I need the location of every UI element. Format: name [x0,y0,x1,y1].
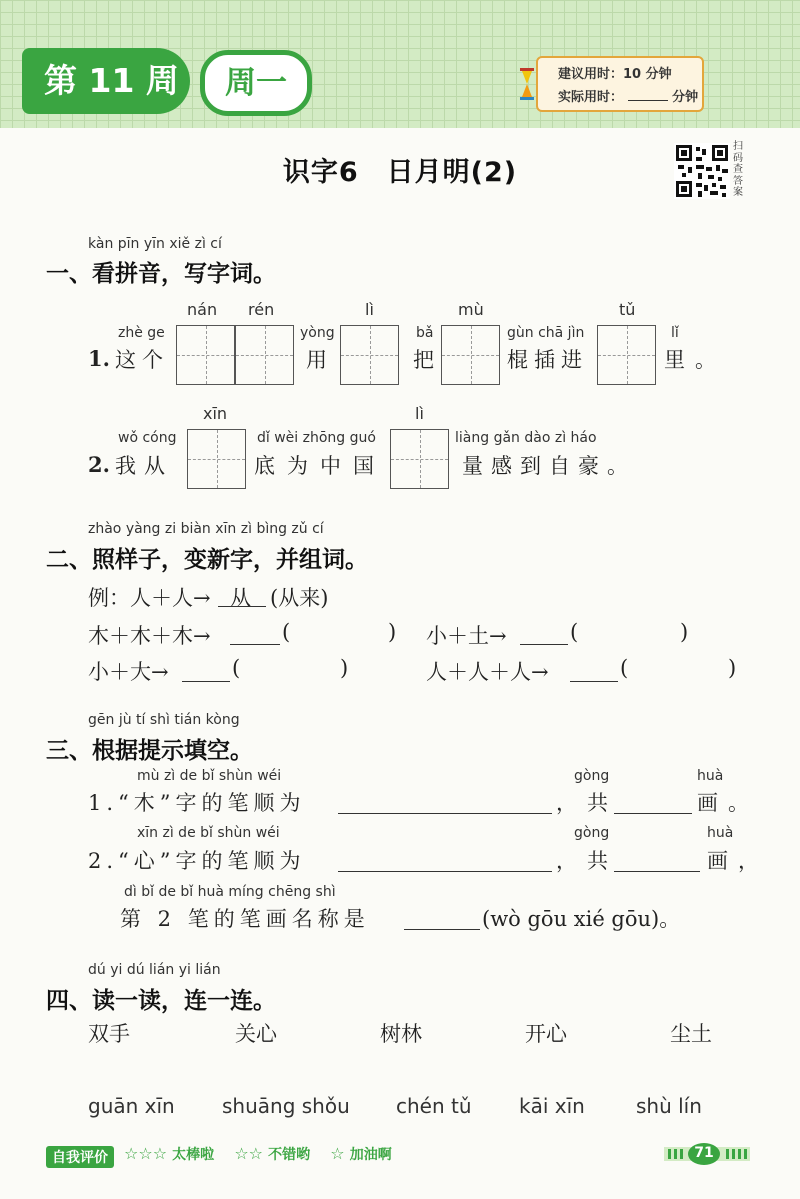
answer-blank[interactable] [404,929,480,930]
page-number-box [664,1143,750,1165]
q2-text-c: 量感到自豪。 [462,454,636,478]
s3-q2-text: 2.“心”字的笔顺为 [88,849,306,873]
eval-cheer: 加油啊 [349,1147,392,1163]
q1-pinyin-e: lǐ [671,325,679,341]
s3-heading: 三、根据提示填空。 [46,738,253,764]
self-eval-badge: 自我评价 [46,1146,114,1168]
q1-box3-pinyin: lì [365,300,374,319]
pinyin-item[interactable]: guān xīn [88,1094,175,1118]
answer-blank[interactable] [520,644,568,645]
paren-close: ) [680,620,689,644]
answer-blank[interactable] [338,813,552,814]
s3-q1-text: 1.“木”字的笔顺为 [88,791,306,815]
day-label: 周一 [200,50,312,116]
s3-q1-pinyin-hua: huà [697,768,724,784]
s2-item-4: 人＋人＋人→ [426,660,549,684]
q2-pinyin-a: wǒ cóng [118,430,177,446]
s2-example-answer: 从 [230,586,251,610]
writing-box[interactable] [176,325,235,385]
q2-box1-pinyin: xīn [203,404,228,423]
s2-item-1: 木＋木＋木→ [88,624,211,648]
q2-number: 2. [88,452,110,477]
q1-pinyin-d: gùn chā jìn [507,325,585,341]
eval-good: 不错哟 [268,1147,311,1163]
q1-box5-pinyin: tǔ [619,300,636,319]
s2-heading: 二、照样子，变新字，并组词。 [46,547,368,573]
q1-pinyin-c: bǎ [416,325,434,341]
s1-heading: 一、看拼音，写字词。 [46,261,276,287]
s3-q2-pinyin-gong: gòng [574,825,610,841]
s2-item-2: 小＋土→ [426,624,507,648]
q1-text-e: 里。 [664,348,726,372]
s1-pinyin: kàn pīn yīn xiě zì cí [88,236,222,252]
eval-great: 太棒啦 [172,1147,215,1163]
q1-text-d: 棍插进 [507,348,588,372]
s3-q2-tail: (wò gōu xié gōu)。 [482,907,681,931]
paren-open: ( [620,656,629,680]
writing-box[interactable] [340,325,399,385]
writing-box[interactable] [235,325,294,385]
s3-q2-pinyin: xīn zì de bǐ shùn wéi [137,825,280,841]
page-number: 71 [694,1145,714,1161]
word-item[interactable]: 关心 [235,1022,277,1046]
q1-pinyin-a: zhè ge [118,325,165,341]
hourglass-icon [518,68,536,102]
s3-q2-hua: 画， [707,849,769,873]
answer-blank[interactable] [230,644,280,645]
s3-q1-pinyin: mù zì de bǐ shùn wéi [137,768,282,784]
pinyin-item[interactable]: shù lín [636,1094,702,1118]
paren-open: ( [232,656,241,680]
q2-pinyin-c: liàng gǎn dào zì háo [455,430,597,446]
actual-time-blank[interactable] [628,100,668,101]
q1-text-b: 用 [306,348,327,372]
pinyin-item[interactable]: kāi xīn [519,1094,585,1118]
s3-q1-gong: ，共 [556,791,618,815]
lesson-title: 识字6 日月明(2) [282,157,518,188]
q1-box2-pinyin: rén [248,300,275,319]
q1-box4-pinyin: mù [458,300,484,319]
pinyin-item[interactable]: shuāng shǒu [222,1094,350,1118]
paren-close: ) [728,656,737,680]
s3-q2-gong: ，共 [556,849,618,873]
word-item[interactable]: 双手 [88,1022,130,1046]
word-item[interactable]: 开心 [525,1022,567,1046]
suggested-time: 建议用时：10 分钟 [558,67,672,82]
s3-q1-pinyin-gong: gòng [574,768,610,784]
q1-box1-pinyin: nán [187,300,218,319]
s4-pinyin: dú yi dú lián yi lián [88,962,221,978]
self-eval-options [124,1144,392,1164]
writing-box[interactable] [390,429,449,489]
q1-text-a: 这个 [115,348,169,372]
pinyin-item[interactable]: chén tǔ [396,1094,472,1118]
answer-blank[interactable] [338,871,552,872]
answer-blank[interactable] [614,871,700,872]
writing-box[interactable] [187,429,246,489]
s2-example-word: (从来) [270,586,329,610]
q1-text-c: 把 [413,348,434,372]
writing-box[interactable] [597,325,656,385]
paren-open: ( [570,620,579,644]
q2-text-a: 我从 [115,454,173,478]
writing-box[interactable] [441,325,500,385]
star-icon[interactable]: ☆☆ [234,1144,263,1163]
s3-q2-pinyin-2: dì bǐ de bǐ huà míng chēng shì [124,884,336,900]
qr-label: 扫码查答案 [733,141,743,198]
q2-box2-pinyin: lì [415,404,424,423]
answer-blank [218,606,266,607]
s3-q2-pinyin-hua: huà [707,825,734,841]
paren-close: ) [388,620,397,644]
q2-text-b: 底为中国 [254,454,386,478]
q2-pinyin-b: dǐ wèi zhōng guó [257,430,376,446]
time-box [536,56,704,112]
star-icon[interactable]: ☆☆☆ [124,1144,168,1163]
s3-q2-text-2: 第 2 笔的笔画名称是 [120,907,370,931]
s2-pinyin: zhào yàng zi biàn xīn zì bìng zǔ cí [88,521,324,537]
week-label: 第 11 周 [22,48,190,114]
answer-blank[interactable] [614,813,692,814]
s4-heading: 四、读一读，连一连。 [46,988,276,1014]
word-item[interactable]: 树林 [380,1022,422,1046]
q1-pinyin-b: yòng [300,325,335,341]
s3-q1-hua: 画。 [697,791,759,815]
actual-time-unit: 分钟 [672,90,699,105]
paren-open: ( [282,620,291,644]
answer-blank[interactable] [570,681,618,682]
star-icon[interactable]: ☆ [330,1144,345,1163]
q1-number: 1. [88,346,110,371]
s2-example-prefix: 例：人＋人→ [88,586,211,610]
s2-item-3: 小＋大→ [88,660,169,684]
s3-pinyin: gēn jù tí shì tián kòng [88,712,240,728]
answer-blank[interactable] [182,681,230,682]
word-item[interactable]: 尘土 [670,1022,712,1046]
actual-time-label: 实际用时： [558,90,624,105]
paren-close: ) [340,656,349,680]
